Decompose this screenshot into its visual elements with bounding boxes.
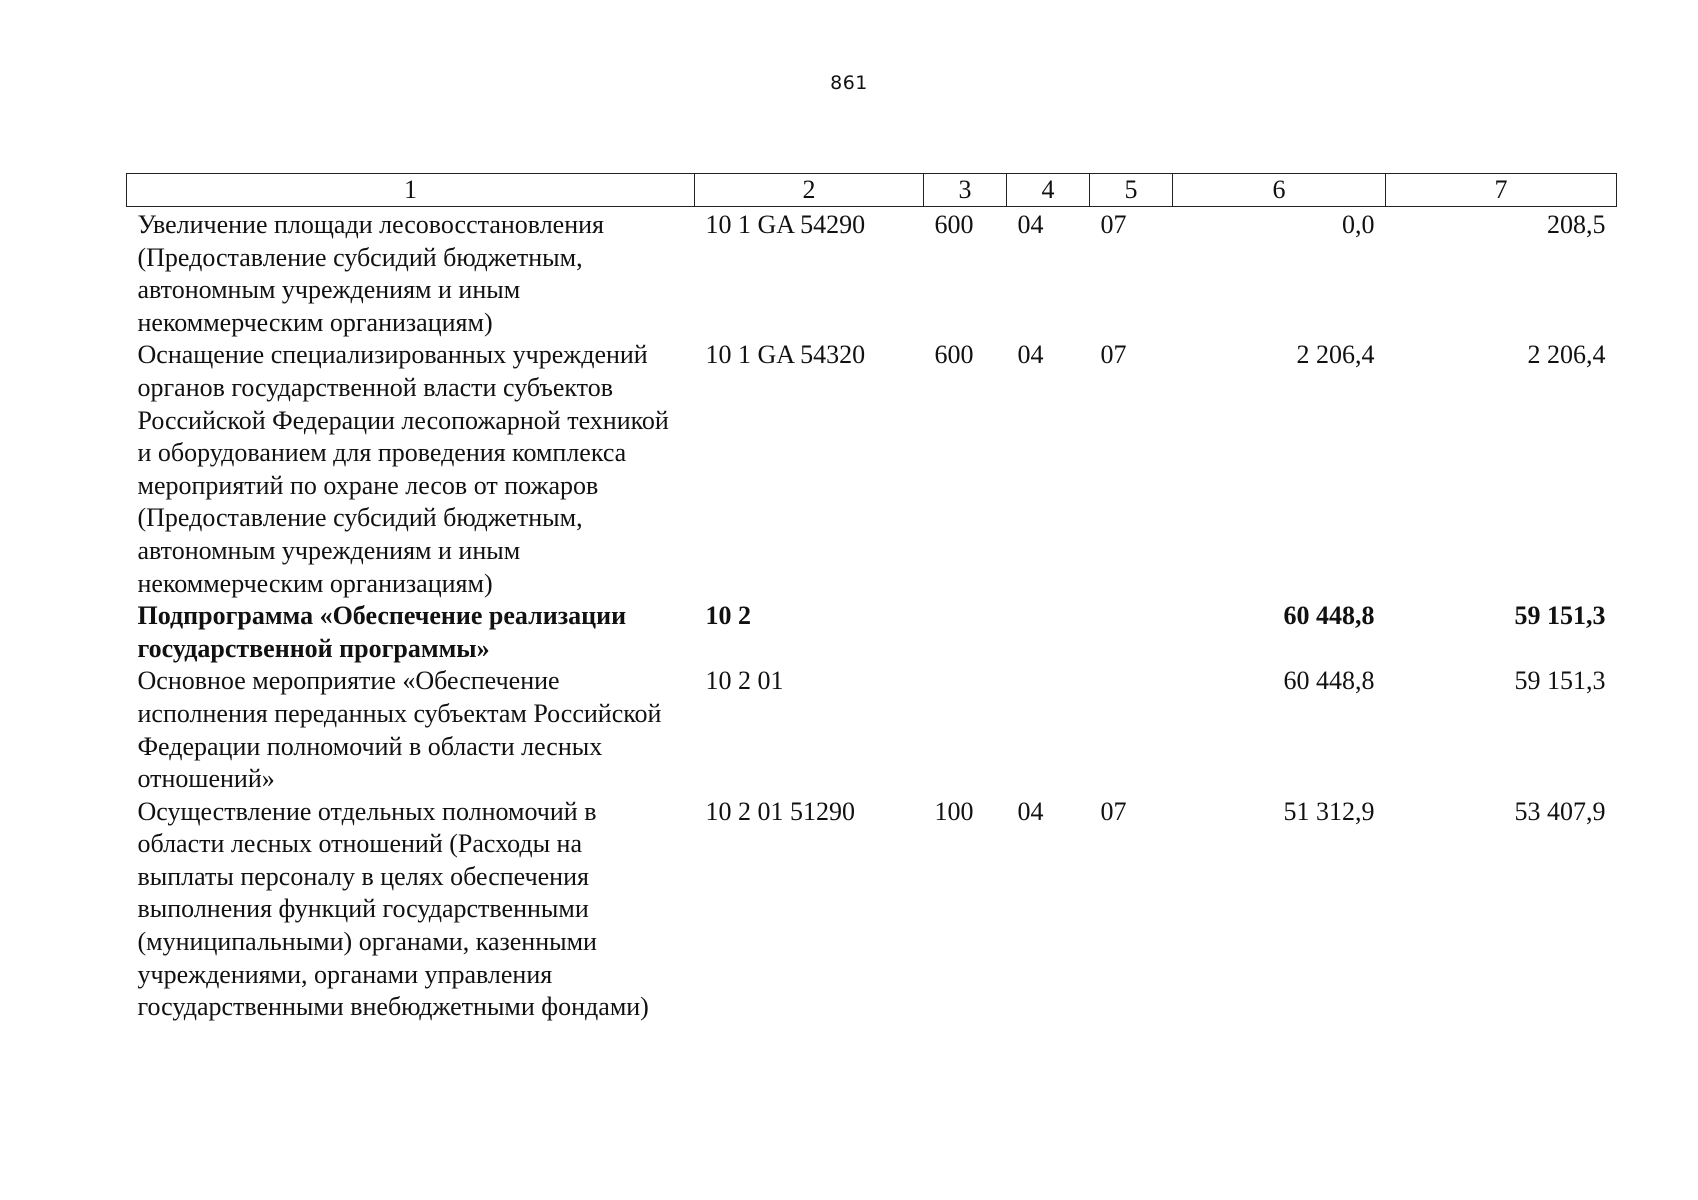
table-row <box>127 339 1617 600</box>
budget-table <box>126 173 1617 1024</box>
row-value-6: 2 206,4 <box>1296 340 1375 370</box>
table-row <box>127 207 1617 340</box>
row-value-6: 0,0 <box>1342 210 1375 239</box>
row-col-3: 600 <box>934 210 974 239</box>
row-col-4: 04 <box>1017 796 1044 826</box>
row-col-3 <box>924 600 1007 665</box>
row-value-6: 60 448,8 <box>1283 601 1375 631</box>
table-row-subprogram <box>127 600 1617 665</box>
page-number: 861 <box>830 72 868 94</box>
row-col-4: 04 <box>1017 210 1044 239</box>
row-col-3 <box>924 665 1007 795</box>
row-col-4: 04 <box>1017 340 1044 370</box>
row-value-7: 59 151,3 <box>1514 666 1606 696</box>
header-col-2: 2 <box>695 174 924 207</box>
row-value-6: 60 448,8 <box>1283 666 1375 696</box>
row-col-3: 100 <box>934 796 974 826</box>
row-name: Подпрограмма «Обеспечение реализации государственной программы» <box>137 601 627 663</box>
header-col-6: 6 <box>1173 174 1386 207</box>
row-col-5: 07 <box>1100 796 1127 826</box>
header-col-1: 1 <box>127 174 695 207</box>
row-code: 10 1 GA 54290 <box>705 210 866 239</box>
header-col-7: 7 <box>1386 174 1617 207</box>
row-value-7: 2 206,4 <box>1527 340 1606 370</box>
table-row <box>127 796 1617 1024</box>
row-value-7: 59 151,3 <box>1514 601 1606 631</box>
row-col-4 <box>1007 600 1090 665</box>
header-row <box>127 174 1617 207</box>
table-body <box>127 207 1617 1024</box>
row-name: Осуществление отдельных полномочий в области лесных отношений (Расходы на выплаты персоналу в целях обеспечения выполнения функций государственными (муниципальными) органами, казенными учреждениями, органами управления государственными внебюджетными фондами) <box>137 796 649 1022</box>
row-code: 10 1 GA 54320 <box>705 340 866 370</box>
row-code: 10 2 <box>705 601 751 631</box>
row-value-7: 53 407,9 <box>1514 796 1606 826</box>
table-header <box>127 174 1617 207</box>
row-code: 10 2 01 51290 <box>705 796 855 826</box>
header-col-3: 3 <box>924 174 1007 207</box>
row-col-5: 07 <box>1100 340 1127 370</box>
row-name: Оснащение специализированных учреждений органов государственной власти субъектов Российской Федерации лесопожарной техникой и оборудованием для проведения комплекса мероприятий по охране лесов от пожаров (Предоставление субсидий бюджетным, автономным учреждениям и иным некоммерческим организациям) <box>137 340 669 598</box>
row-value-6: 51 312,9 <box>1283 796 1375 826</box>
row-col-5: 07 <box>1100 210 1127 239</box>
row-name: Основное мероприятие «Обеспечение исполнения переданных субъектам Российской Федерации полномочий в области лесных отношений» <box>137 666 662 794</box>
table-row <box>127 665 1617 795</box>
row-code: 10 2 01 <box>705 666 784 696</box>
row-value-7: 208,5 <box>1547 210 1606 239</box>
row-col-5 <box>1090 665 1173 795</box>
row-col-3: 600 <box>934 340 974 370</box>
header-col-5: 5 <box>1090 174 1173 207</box>
row-col-5 <box>1090 600 1173 665</box>
row-name: Увеличение площади лесовосстановления (Предоставление субсидий бюджетным, автономным учреждениям и иным некоммерческим организациям) <box>137 210 605 337</box>
header-col-4: 4 <box>1007 174 1090 207</box>
row-col-4 <box>1007 665 1090 795</box>
